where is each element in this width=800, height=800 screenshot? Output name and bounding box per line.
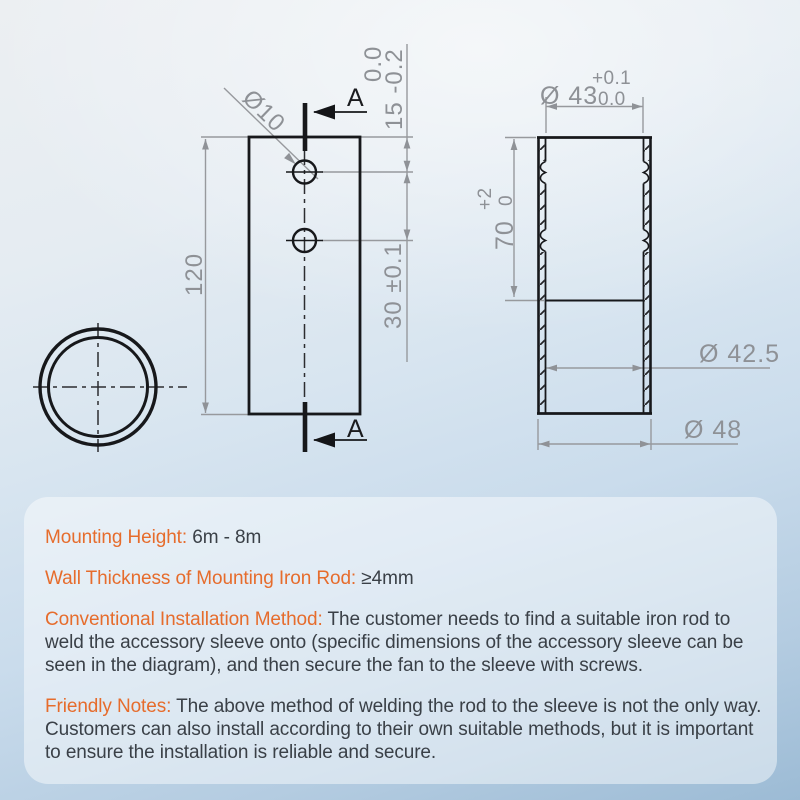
- section-letter-top: A: [347, 84, 364, 112]
- section-letter-bottom: A: [347, 415, 364, 443]
- sleeve-wall-hatching: [540, 138, 649, 413]
- note-value: The above method of welding the rod to the sleeve is not the only way. Customers can also install according to their own suitable methods, but it is important to ensure the installation is reliable and secure.: [45, 696, 762, 763]
- note-label: Conventional Installation Method:: [45, 609, 323, 630]
- wall-break-left-upper: [540, 162, 545, 184]
- leader-arrowhead: [284, 153, 296, 165]
- wall-break-right-upper: [644, 162, 649, 184]
- note-wall-thickness: [45, 567, 763, 590]
- note-installation-method: [45, 608, 763, 677]
- note-value: ≥4mm: [361, 568, 414, 589]
- rod-cross-section-view: [33, 323, 187, 452]
- wall-break-left-lower: [540, 230, 545, 252]
- lower-inner-dia-dim-label: Ø 42.5: [699, 340, 781, 368]
- accessory-sleeve-view: [475, 68, 780, 450]
- sleeve-depth-dim-label: 70: [491, 220, 519, 250]
- sleeve-depth-tol-lower: 0: [496, 195, 517, 206]
- inner-dia-dim-label: Ø 43: [540, 82, 599, 110]
- top-hole-tolerance-upper: 0.0: [360, 45, 387, 82]
- sleeve-depth-tol-upper: +2: [475, 187, 496, 210]
- note-mounting-height: [45, 526, 763, 549]
- section-arrow-bottom: [313, 433, 335, 448]
- note-value: The customer needs to find a suitable iron rod to weld the accessory sleeve onto (specific dimensions of the accessory sleeve can be seen in the diagram), and then secure the fan to the sleeve with screws.: [45, 609, 744, 676]
- mounting-plate-view: [181, 44, 413, 452]
- inner-dia-tol-lower: 0.0: [598, 89, 626, 110]
- hole-spacing-dim-label: 30 ±0.1: [380, 242, 407, 329]
- wall-break-right-lower: [644, 230, 649, 252]
- note-value: 6m - 8m: [192, 527, 262, 548]
- section-arrow-top: [313, 105, 335, 120]
- top-hole-dim-label: 15 -0.2: [381, 48, 408, 130]
- outer-dia-dim-label: Ø 48: [684, 416, 743, 444]
- notes-card: [24, 497, 777, 784]
- sleeve-outline: [537, 137, 652, 414]
- note-label: Friendly Notes:: [45, 696, 172, 717]
- hole-diameter-dim-label: Ø10: [237, 84, 291, 138]
- plate-height-dim-label: 120: [181, 252, 208, 296]
- note-friendly-notes: [45, 695, 763, 764]
- note-label: Wall Thickness of Mounting Iron Rod:: [45, 568, 357, 589]
- note-label: Mounting Height:: [45, 527, 188, 548]
- inner-dia-tol-upper: +0.1: [592, 68, 632, 89]
